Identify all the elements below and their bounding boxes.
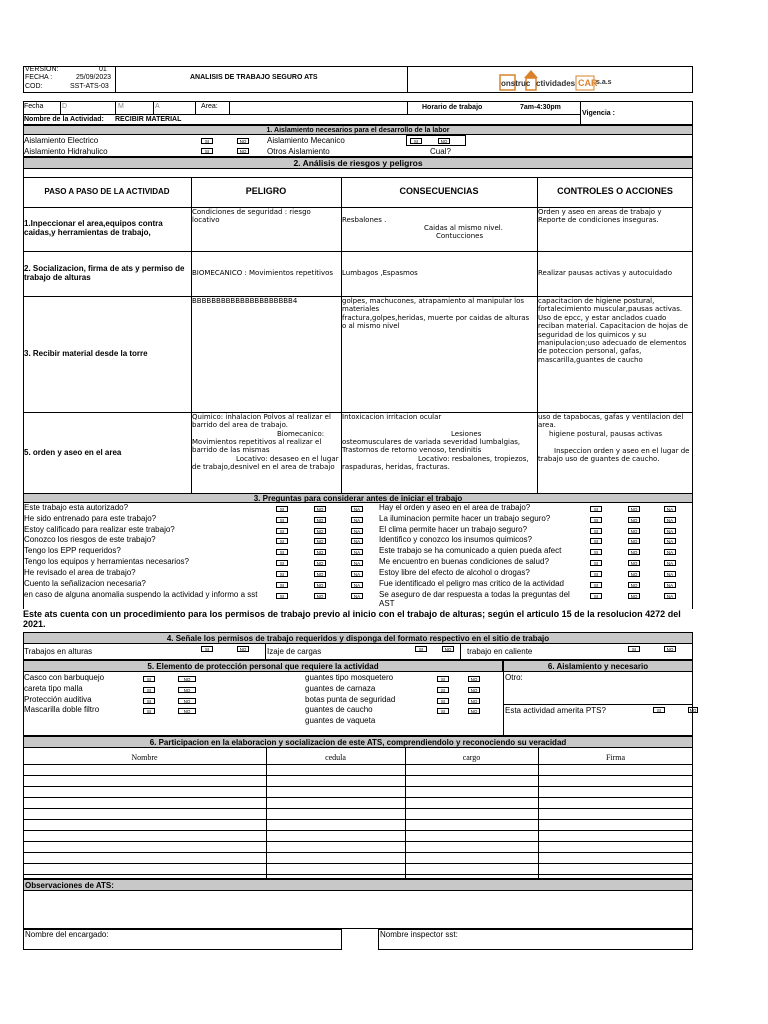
col-nombre: Nombre [131,753,158,762]
row4-peligro-c: Movimientos repetitivos al realizar el barrido de las mismas [192,438,322,455]
s3-right-6: Estoy libre del efecto de alcohol o drogas? [379,568,530,577]
row4-peligro-d: Locativo: desaseo en el lugar de trabajo,desnivel en el area de trabajo [192,455,339,472]
row2-controles: Realizar pausas activas y autocuidado [538,269,673,277]
s3-left-4: Tengo los EPP requeridos? [24,546,121,555]
fecha-value: 25/09/2023 [76,74,112,81]
s3-right-7: Fue identificado el peligro mas critico de la actividad [379,579,564,588]
s3-left-ck-no-0[interactable]: NO [314,506,326,512]
s5-right-ck-no-2[interactable]: NO [468,698,480,704]
s3-left-ck-na-3[interactable]: NA [351,538,363,544]
row2-paso: 2. Socializacion, firma de ats y permiso de trabajo de alturas [24,264,185,282]
row4-cons-c: osteomusculares de variada severidad lumbalgias, Trastornos de retorno venoso, tendinitis [342,438,521,455]
s4-item-1: Izaje de cargas [267,647,322,656]
s3-right-8: Se aseguro de dar respuesta a todas la preguntas del AST [379,590,570,608]
s5-left-ck-no-2[interactable]: NO [178,698,196,704]
s3-left-ck-no-2[interactable]: NO [314,528,326,534]
s1-left-1: Aislamiento Hidrahulico [24,147,108,156]
s1-ck-no-0[interactable]: NO [237,138,249,144]
s3-left-ck-na-5[interactable]: NA [351,560,363,566]
s3-right-ck-no-0[interactable]: NO [628,506,640,512]
signature-row-line [23,786,693,787]
s3-left-ck-si-8[interactable]: SI [276,593,288,599]
s3-left-ck-no-5[interactable]: NO [314,560,326,566]
s6a-pts: Esta actividad amerita PTS? [505,706,606,715]
info-horario-label: Horario de trabajo [422,104,483,111]
s5-left-ck-si-1[interactable]: SI [143,687,155,693]
section6a-title: 6. Aislamiento y necesario [503,660,693,672]
signature-row-line [23,874,693,875]
col-controles: CONTROLES O ACCIONES [557,186,673,196]
s3-left-ck-si-7[interactable]: SI [276,582,288,588]
s5-right-ck-si-0[interactable]: SI [437,676,449,682]
col-cedula: cedula [325,753,346,762]
row2-peligro: BIOMECANICO : Movimientos repetitivos [192,269,334,277]
s3-right-5: Me encuentro en buenas condiciones de salud? [379,557,549,566]
s3-right-ck-no-6[interactable]: NO [628,571,640,577]
row3-controles: capacitacion de higiene postural, fortalecimiento muscular,pausas activas. Uso de epcc, y estar anclados cuado reciban material. Capacitacion de hojas de seguridad de los quimicos y su manipulacion;uso adecuado de elementos de poteccion personal, gafas, mascarilla,guantes de caucho [538,297,688,364]
logo-text-2: ctividades [536,79,576,88]
s3-left-ck-na-0[interactable]: NA [351,506,363,512]
cod-value: SST-ATS-03 [70,83,109,90]
s3-left-8: en caso de alguna anomalia suspendo la actividad y informo a sst [24,590,258,599]
s3-right-ck-si-5[interactable]: SI [590,560,602,566]
s3-right-ck-na-4[interactable]: NA [664,549,676,555]
company-logo [498,68,618,92]
s3-right-ck-na-1[interactable]: NA [664,517,676,523]
s5-right-ck-no-3[interactable]: NO [468,708,480,714]
encargado-label: Nombre del encargado: [25,930,109,939]
s3-right-ck-no-8[interactable]: NO [628,593,640,599]
row3-paso: 3. Recibir material desde la torre [24,349,148,358]
s3-left-ck-na-6[interactable]: NA [351,571,363,577]
inspector-field[interactable] [378,929,693,950]
s1-left-0: Aislamiento Electrico [24,136,99,145]
row4-peligro-a: Quimico: inhalacion Polvos al realizar el barrido del area de trabajo. [192,413,331,430]
fecha-label: FECHA : [25,74,53,81]
s3-right-ck-na-3[interactable]: NA [664,538,676,544]
signature-row-line [23,863,693,864]
row4-cons-a: Intoxicacion irritacion ocular [342,413,442,421]
s3-right-ck-no-3[interactable]: NO [628,538,640,544]
s3-left-ck-na-2[interactable]: NA [351,528,363,534]
s3-left-ck-si-6[interactable]: SI [276,571,288,577]
info-actividad-value: RECIBIR MATERIAL [115,116,182,123]
s3-left-ck-si-4[interactable]: SI [276,549,288,555]
s3-right-ck-si-8[interactable]: SI [590,593,602,599]
info-actividad-label: Nombre de la Actividad: [24,116,104,123]
s3-right-ck-si-3[interactable]: SI [590,538,602,544]
info-d: D [62,103,68,110]
section4-title: 4. Señale los permisos de trabajo requeridos y disponga del formato respectivo en el sitio de trabajo [23,632,693,644]
logo-text-4: s.a.s [596,79,612,86]
s3-right-ck-no-4[interactable]: NO [628,549,640,555]
s3-right-2: El clima permite hacer un trabajo seguro? [379,525,528,534]
info-m: M [118,103,124,110]
s3-right-ck-si-4[interactable]: SI [590,549,602,555]
row4-cons-b: Lesiones [451,430,482,438]
s5-right-2: botas punta de seguridad [305,695,396,704]
s3-right-3: Identifico y conozco los insumos quimicos? [379,535,532,544]
s3-right-ck-si-1[interactable]: SI [590,517,602,523]
s3-right-ck-na-8[interactable]: NA [664,593,676,599]
s3-left-ck-no-1[interactable]: NO [314,517,326,523]
s3-left-0: Este trabajo esta autorizado? [24,503,129,512]
s5-left-ck-si-3[interactable]: SI [143,708,155,714]
row1-paso: 1.Inpeccionar el area,equipos contra caidas,y herramientas de trabajo, [24,219,163,237]
row3-peligro: BBBBBBBBBBBBBBBBBBBBB4 [192,297,298,305]
row4-ctrl-c: Inspeccion orden y aseo en el lugar de trabajo uso de guantes de caucho. [538,447,690,464]
col-cargo: cargo [462,753,481,762]
signature-row-line [23,830,693,831]
s3-right-ck-na-6[interactable]: NA [664,571,676,577]
section6b-title: 6. Participacion en la elaboracion y socializacion de este ATS, comprendiendolo y reconociendo su veracidad [23,736,693,748]
s1-ck-si-2[interactable]: SI [410,138,422,144]
s1-ck-si-0[interactable]: SI [201,138,213,144]
version-label: VERSION: [25,66,59,73]
s1-ck-no-1[interactable]: NO [237,148,249,154]
s5-right-ck-si-2[interactable]: SI [437,698,449,704]
signature-row-line [23,852,693,853]
row4-ctrl-b: higiene postural, pausas activas [549,430,663,438]
signature-row-line [23,819,693,820]
info-area-label: Area: [201,103,218,110]
s5-right-0: guantes tipo mosquetero [305,673,394,682]
s4-ck-si-2[interactable]: SI [628,646,640,652]
s5-left-ck-no-0[interactable]: NO [178,676,196,682]
s3-left-ck-si-5[interactable]: SI [276,560,288,566]
row2-cons-a: Lumbagos ,Espasmos [342,269,418,277]
version-value: 01 [99,66,107,73]
info-vigencia-label: Vigencia : [582,110,615,117]
row1-peligro: Condiciones de seguridad : riesgo locativo [192,208,311,225]
s3-left-ck-si-3[interactable]: SI [276,538,288,544]
s5-right-ck-si-3[interactable]: SI [437,708,449,714]
s5-left-1: careta tipo malla [24,684,83,693]
row1-cons-b: Caidas al mismo nivel. [424,224,503,232]
s4-ck-no-0[interactable]: NO [237,646,249,652]
s3-right-ck-no-2[interactable]: NO [628,528,640,534]
s3-left-7: Cuento la señalizacion necesaria? [24,579,146,588]
s3-left-ck-no-6[interactable]: NO [314,571,326,577]
document-title: ANALISIS DE TRABAJO SEGURO ATS [190,74,318,81]
s4-item-2: trabajo en caliente [467,647,533,656]
logo-text-1: onstruc [501,79,531,88]
s3-right-ck-na-2[interactable]: NA [664,528,676,534]
s4-ck-no-1[interactable]: NO [442,646,454,652]
s4-ck-no-2[interactable]: NO [664,646,676,652]
row1-cons-c: Contucciones [436,232,484,240]
s1-right-0: Aislamiento Mecanico [267,136,345,145]
s5-left-3: Mascarilla doble filtro [24,705,100,714]
s5-left-ck-no-1[interactable]: NO [178,687,196,693]
s3-right-ck-no-1[interactable]: NO [628,517,640,523]
s3-right-0: Hay el orden y aseo en el area de trabajo? [379,503,531,512]
s3-right-ck-no-7[interactable]: NO [628,582,640,588]
s3-left-ck-si-0[interactable]: SI [276,506,288,512]
row3-cons-a: golpes, machucones, atrapamiento al manipular los materiales [342,297,525,314]
s5-right-ck-no-1[interactable]: NO [468,687,480,693]
row4-peligro-b: Biomecanico: [277,430,325,438]
s3-left-ck-no-3[interactable]: NO [314,538,326,544]
col-firma: Firma [605,753,626,762]
s3-right-ck-si-7[interactable]: SI [590,582,602,588]
s3-right-ck-si-6[interactable]: SI [590,571,602,577]
row1-controles: Orden y aseo en areas de trabajo y Reporte de condiciones inseguras. [538,208,662,225]
s5-left-ck-si-2[interactable]: SI [143,698,155,704]
s5-left-ck-no-3[interactable]: NO [178,708,196,714]
s3-left-ck-na-4[interactable]: NA [351,549,363,555]
s3-left-ck-na-7[interactable]: NA [351,582,363,588]
s5-right-ck-no-0[interactable]: NO [468,676,480,682]
s3-right-ck-na-5[interactable]: NA [664,560,676,566]
s3-right-ck-si-2[interactable]: SI [590,528,602,534]
s4-ck-si-0[interactable]: SI [201,646,213,652]
s1-right-1: Otros Aislamiento [267,147,330,156]
inspector-label: Nombre inspector sst: [380,930,458,939]
info-fecha-label: Fecha [24,103,44,110]
section1-title: 1. Aislamiento necesarios para el desarrollo de la labor [23,125,693,135]
section2-title: 2. Análisis de riesgos y peligros [23,157,693,169]
s6a-otro: Otro: [505,673,523,682]
s5-right-ck-si-1[interactable]: SI [437,687,449,693]
s3-left-ck-na-1[interactable]: NA [351,517,363,523]
info-horario-value: 7am-4:30pm [520,104,561,111]
s5-left-ck-si-0[interactable]: SI [143,676,155,682]
s3-left-ck-no-8[interactable]: NO [314,593,326,599]
s6a-ck-si[interactable]: SI [653,707,665,713]
s3-right-ck-si-0[interactable]: SI [590,506,602,512]
row1-cons-a: Resbalones . [342,216,387,224]
s3-right-ck-na-0[interactable]: NA [664,506,676,512]
s3-left-ck-no-4[interactable]: NO [314,549,326,555]
s3-left-2: Estoy calificado para realizar este trabajo? [24,525,175,534]
s3-left-ck-si-2[interactable]: SI [276,528,288,534]
col-consecuencias: CONSECUENCIAS [399,186,479,196]
row4-cons-d: Locativo: resbalones, tropiezos, raspaduras, heridas, fracturas. [342,455,529,472]
section3-note: Este ats cuenta con un procedimiento para los permisos de trabajo previo al inicio con el trabajo de alturas; según el articulo 15 de la resolucion 4272 del 2021. [23,609,681,629]
col-peligro: PELIGRO [245,186,287,196]
s3-right-4: Este trabajo se ha comunicado a quien pueda afect [379,546,562,555]
s5-right-4: guantes de vaqueta [305,716,376,725]
s4-item-0: Trabajos en alturas [24,647,93,656]
col-paso: PASO A PASO DE LA ACTIVIDAD [44,187,170,196]
s4-ck-si-1[interactable]: SI [415,646,427,652]
signature-row-line [23,764,693,765]
s3-left-3: Conozco los riesgos de este trabajo? [24,535,156,544]
row4-paso: 5. orden y aseo en el area [24,448,122,457]
signature-row-line [23,808,693,809]
s3-right-ck-no-5[interactable]: NO [628,560,640,566]
s3-left-ck-na-8[interactable]: NA [351,593,363,599]
section3-title: 3. Preguntas para considerar antes de iniciar el trabajo [23,493,693,503]
signature-row-line [23,841,693,842]
s3-left-5: Tengo los equipos y herramientas necesarios? [24,557,189,566]
cod-label: COD: [25,83,43,90]
row3-cons-b: fractura,golpes,heridas, muerte por caidas de alturas o al mismo nivel [342,314,530,331]
s3-right-ck-na-7[interactable]: NA [664,582,676,588]
s5-right-3: guantes de caucho [305,705,373,714]
s3-left-ck-no-7[interactable]: NO [314,582,326,588]
signature-row-line [23,797,693,798]
section5-title: 5. Elemento de protección personal que requiere la actividad [23,660,503,672]
logo-text-3: CAR [578,78,598,88]
s5-right-1: guantes de carnaza [305,684,376,693]
s3-left-ck-si-1[interactable]: SI [276,517,288,523]
s1-ck-no-2[interactable]: NO [438,138,450,144]
s5-left-2: Protección auditiva [24,695,92,704]
s6a-ck-no[interactable]: NO [689,708,697,713]
s3-right-1: La iluminacion permite hacer un trabajo seguro? [379,514,551,523]
row4-ctrl-a: uso de tapabocas, gafas y ventilacion del area. [538,413,684,430]
s5-left-0: Casco con barbuquejo [24,673,105,682]
observaciones-label: Observaciones de ATS: [23,879,693,891]
s1-cual: Cual? [430,147,451,156]
observaciones-area[interactable] [23,891,693,929]
s3-left-6: He revisado el area de trabajo? [24,568,136,577]
s1-ck-si-1[interactable]: SI [201,148,213,154]
signature-row-line [23,775,693,776]
s3-left-1: He sido entrenado para este trabajo? [24,514,157,523]
encargado-field[interactable] [23,929,342,950]
info-a: A [155,103,160,110]
